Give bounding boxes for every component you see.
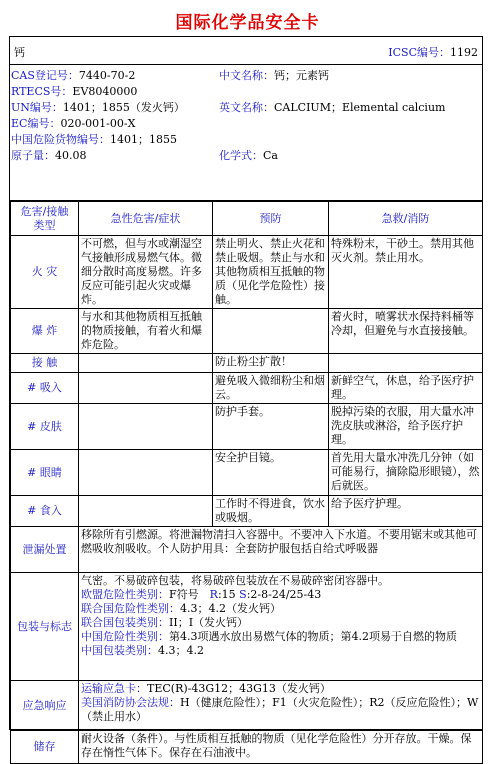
eu-class-value: F符号: [169, 588, 210, 601]
ec-line: [11, 117, 135, 131]
packaging-label: 包装与标志: [11, 573, 79, 681]
un-pack-value: II；I（发火钙）: [169, 616, 249, 629]
row-prevention: 防止粉尘扩散！: [213, 354, 329, 373]
ename-value: CALCIUM；Elemental calcium: [274, 101, 446, 114]
identification-block: [10, 65, 482, 201]
packaging-content: [79, 573, 483, 681]
row-type: # 吸入: [11, 373, 79, 404]
cn-value: 1401；1855: [110, 133, 177, 146]
row-prevention: 工作时不得进食，饮水或吸烟。: [213, 496, 329, 527]
packaging-row: [11, 573, 483, 681]
cas-line: [11, 69, 135, 83]
un-line: [11, 101, 185, 115]
row-prevention: [213, 309, 329, 354]
cn-class-value: 第4.3项遇水放出易燃气体的物质；第4.2项易于自燃的物质: [169, 630, 457, 643]
table-row-inhalation: [11, 373, 483, 404]
cn-pack-label: 中国包装类别：: [81, 644, 158, 657]
eu-r-label: R: [209, 588, 218, 601]
nfpa-line: [81, 696, 480, 724]
formula-label: 化学式：: [219, 149, 263, 162]
ename-line: [219, 101, 445, 115]
eu-s-label: S: [239, 588, 247, 601]
tec-label: 运输应急卡：: [81, 682, 147, 695]
cn-label: 中国危险货物编号：: [11, 133, 110, 146]
row-hazard: 不可燃，但与水或潮湿空气接触形成易燃气体。微细分散时高度易燃。许多反应可能引起火灾或爆炸。: [79, 236, 213, 309]
icsc-number: [388, 44, 478, 60]
tec-line: [81, 682, 480, 696]
safety-card: [9, 36, 483, 759]
un-class-label: 联合国危险性类别：: [81, 602, 180, 615]
spill-row: [11, 527, 483, 573]
un-pack-line: [81, 616, 480, 630]
tec-value: TEC(R)-43G12；43G13（发火钙）: [147, 682, 331, 695]
hazard-table: [10, 201, 483, 764]
row-firstaid: 给予医疗护理。: [329, 496, 483, 527]
emergency-row: [11, 681, 483, 731]
un-pack-label: 联合国包装类别：: [81, 616, 169, 629]
row-prevention: 防护手套。: [213, 404, 329, 450]
cas-value: 7440-70-2: [78, 69, 136, 82]
spill-label: 泄漏处置: [11, 527, 79, 573]
table-row-eyes: [11, 450, 483, 496]
table-row-explosion: [11, 309, 483, 354]
eu-class-label: 欧盟危险性类别：: [81, 588, 169, 601]
row-prevention: 避免吸入微细粉尘和烟云。: [213, 373, 329, 404]
col-type: 危害/接触 类型: [11, 202, 79, 236]
row-type: 接 触: [11, 354, 79, 373]
row-hazard: [79, 373, 213, 404]
table-row-exposure: [11, 354, 483, 373]
mw-value: 40.08: [55, 149, 87, 162]
card-header: [10, 37, 482, 65]
row-prevention: 禁止明火、禁止火花和禁止吸烟。禁止与水和其他物质相互抵触的物质（见化学危险性）接触。: [213, 236, 329, 309]
spill-text: 移除所有引燃源。将泄漏物清扫入容器中。不要冲入下水道。不要用锯末或其他可燃吸收剂吸收。个人防护用具：全套防护服包括自给式呼吸器: [79, 527, 483, 573]
mw-line: [11, 149, 87, 163]
mw-label: 原子量：: [11, 149, 55, 162]
cn-class-line: [81, 630, 480, 644]
cn-pack-value: 4.3；4.2: [158, 644, 204, 657]
row-type: 爆 炸: [11, 309, 79, 354]
row-firstaid: 脱掉污染的衣服，用大量水冲洗皮肤或淋浴，给予医疗护理。: [329, 404, 483, 450]
eu-class-line: [81, 588, 480, 602]
row-firstaid: 特殊粉末，干砂土。禁用其他灭火剂。禁止用水。: [329, 236, 483, 309]
table-header-row: [11, 202, 483, 236]
rtecs-line: [11, 85, 137, 99]
row-type: # 皮肤: [11, 404, 79, 450]
rtecs-value: EV8040000: [72, 85, 138, 98]
emergency-content: [79, 681, 483, 731]
storage-label: 储存: [11, 731, 79, 764]
un-class-line: [81, 602, 480, 616]
page-title: 国际化学品安全卡: [175, 13, 320, 33]
table-row-fire: [11, 236, 483, 309]
un-label: UN编号：: [11, 101, 63, 114]
cn-pack-line: [81, 644, 480, 658]
nfpa-label: 美国消防协会法规：: [81, 696, 180, 709]
packaging-line: 气密。不易破碎包装，将易破碎包装放在不易破碎密闭容器中。: [81, 574, 389, 587]
cname-value: 钙；元素钙: [274, 69, 329, 82]
formula-line: [219, 149, 278, 163]
row-prevention: 安全护目镜。: [213, 450, 329, 496]
icsc-label: ICSC编号：: [388, 46, 450, 59]
table-row-ingestion: [11, 496, 483, 527]
row-hazard: 与水和其他物质相互抵触的物质接触，有着火和爆炸危险。: [79, 309, 213, 354]
table-row-skin: [11, 404, 483, 450]
row-firstaid: 新鲜空气，休息，给予医疗护理。: [329, 373, 483, 404]
row-type: # 眼睛: [11, 450, 79, 496]
ename-label: 英文名称：: [219, 101, 274, 114]
chemical-name: 钙: [14, 46, 25, 59]
row-hazard: [79, 354, 213, 373]
cn-class-label: 中国危险性类别：: [81, 630, 169, 643]
cname-line: [219, 69, 329, 83]
row-type: # 食入: [11, 496, 79, 527]
un-value: 1401；1855（发火钙）: [62, 101, 185, 114]
row-firstaid: 首先用大量水冲洗几分钟（如可能易行，摘除隐形眼镜），然后就医。: [329, 450, 483, 496]
ec-value: 020-001-00-X: [60, 117, 136, 130]
row-hazard: [79, 496, 213, 527]
col-firstaid: 急救/消防: [329, 202, 483, 236]
icsc-value: 1192: [450, 46, 478, 59]
row-firstaid: 着火时，喷雾状水保持料桶等冷却，但避免与水直接接触。: [329, 309, 483, 354]
cas-label: CAS登记号：: [11, 69, 79, 82]
nfpa-value: H（健康危险性）；F1（火灾危险性）；R2（反应危险性）；W（禁止用水）: [81, 696, 479, 723]
row-type: 火 灾: [11, 236, 79, 309]
formula-value: Ca: [263, 149, 278, 162]
ec-label: EC编号：: [11, 117, 61, 130]
eu-s-value: :2-8-24/25-43: [246, 588, 322, 601]
storage-text: 耐火设备（条件）。与性质相互抵触的物质（见化学危险性）分开存放。干燥。保存在惰性气体下。保存在石油液中。: [79, 731, 483, 764]
cname-label: 中文名称：: [219, 69, 274, 82]
un-class-value: 4.3；4.2（发火钙）: [180, 602, 281, 615]
eu-r-value: :15: [217, 588, 240, 601]
storage-row: [11, 731, 483, 764]
cn-line: [11, 133, 177, 147]
row-hazard: [79, 450, 213, 496]
row-hazard: [79, 404, 213, 450]
row-firstaid: [329, 354, 483, 373]
rtecs-label: RTECS号：: [11, 85, 73, 98]
col-hazard: 急性危害/症状: [79, 202, 213, 236]
emergency-label: 应急响应: [11, 681, 79, 731]
col-prevention: 预防: [213, 202, 329, 236]
